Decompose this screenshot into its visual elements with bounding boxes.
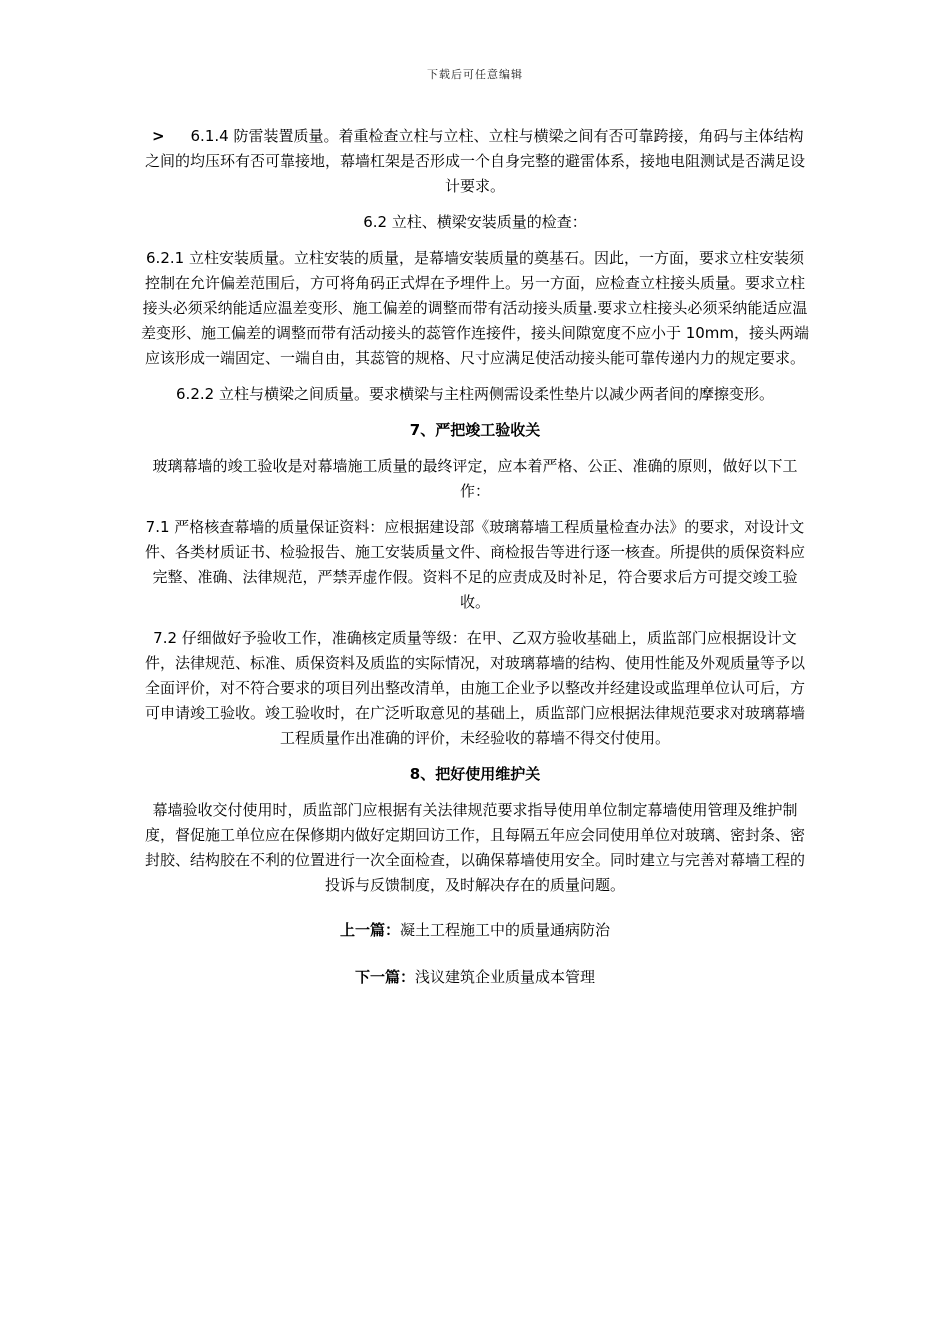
document-body [140,124,810,990]
paragraph-6-1-4: 6.1.4 防雷装置质量。着重检查立柱与立柱、立柱与横梁之间有否可靠跨接，角码与主体结构之间的均压环有否可靠接地，幕墙杠架是否形成一个自身完整的避雷体系，接地电阻测试是否满足设计要求。 [144,127,805,195]
arrow-marker: > [152,127,165,145]
next-article-title[interactable]: 浅议建筑企业质量成本管理 [415,968,596,986]
page-header-note: 下载后可任意编辑 [427,68,523,81]
prev-article-title[interactable]: 凝土工程施工中的质量通病防治 [400,921,611,939]
paragraph-7-2: 7.2 仔细做好予验收工作，准确核定质量等级：在甲、乙双方验收基础上，质监部门应根据设计文件，法律规范、标准、质保资料及质监的实际情况，对玻璃幕墙的结构、使用性能及外观质量等予以全面评价，对不符合要求的项目列出整改清单，由施工企业予以整改并经建设或监理单位认可后，方可申请竣工验收。竣工验收时，在广泛听取意见的基础上，质监部门应根据法律规范要求对玻璃幕墙工程质量作出准确的评价，未经验收的幕墙不得交付使用。 [144,629,805,747]
next-article-link[interactable] [140,965,810,990]
heading-section-8: 8、把好使用维护关 [409,765,541,783]
paragraph-6-2-2: 6.2.2 立柱与横梁之间质量。要求横梁与主柱两侧需设柔性垫片以减少两者间的摩擦变形。 [176,385,774,403]
heading-section-7: 7、严把竣工验收关 [409,421,541,439]
paragraph-7-intro: 玻璃幕墙的竣工验收是对幕墙施工质量的最终评定，应本着严格、公正、准确的原则，做好以下工作： [152,457,798,500]
prev-article-link[interactable] [140,918,810,943]
paragraph-6-2-1: 6.2.1 立柱安装质量。立柱安装的质量，是幕墙安装质量的奠基石。因此，一方面，要求立柱安装须控制在允许偏差范围后，方可将角码正式焊在予埋件上。另一方面，应检查立柱接头质量。要求立柱接头必须采纳能适应温差变形、施工偏差的调整而带有活动接头质量.要求立柱接头必须采纳能适应温差变形、施工偏差的调整而带有活动接头的蕊管作连接件，接头间隙宽度不应小于 10mm，接头两端应该形成一端固定、一端自由，其蕊管的规格、尺寸应满足使活动接头能可靠传递内力的规定要求。 [140,249,810,367]
prev-article-label: 上一篇： [339,921,400,939]
paragraph-6-2: 6.2 立柱、横梁安装质量的检查： [363,213,587,231]
section-6-1-4 [140,124,810,199]
next-article-label: 下一篇： [354,968,415,986]
paragraph-7-1: 7.1 严格核查幕墙的质量保证资料：应根据建设部《玻璃幕墙工程质量检查办法》的要求，对设计文件、各类材质证书、检验报告、施工安装质量文件、商检报告等进行逐一核查。所提供的质保资料应完整、准确、法律规范，严禁弄虚作假。资料不足的应责成及时补足，符合要求后方可提交竣工验收。 [144,518,805,611]
paragraph-8: 幕墙验收交付使用时，质监部门应根据有关法律规范要求指导使用单位制定幕墙使用管理及维护制度，督促施工单位应在保修期内做好定期回访工作，且每隔五年应会同使用单位对玻璃、密封条、密封胶、结构胶在不利的位置进行一次全面检查，以确保幕墙使用安全。同时建立与完善对幕墙工程的投诉与反馈制度，及时解决存在的质量问题。 [144,801,805,894]
